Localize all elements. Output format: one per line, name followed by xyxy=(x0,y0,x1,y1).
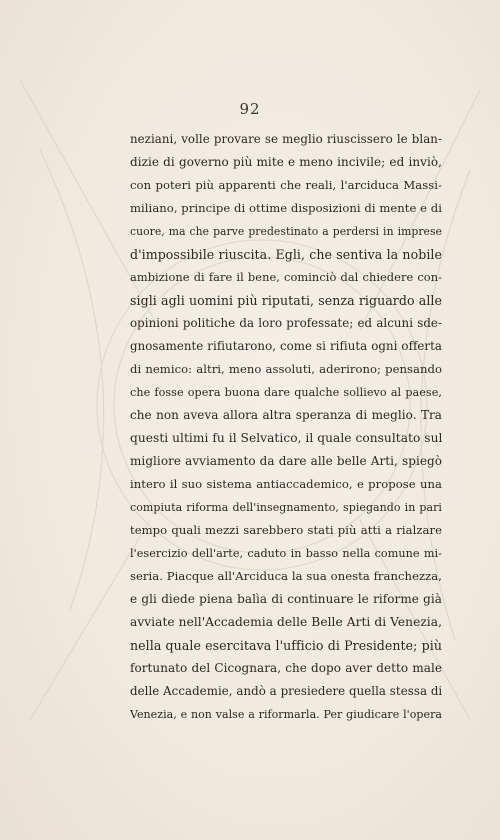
text-line: l'esercizio dell'arte, caduto in basso nella comune mi- xyxy=(130,547,442,560)
text-line: sigli agli uomini più riputati, senza riguardo alle xyxy=(130,293,442,308)
text-line: nella quale esercitava l'ufficio di Presidente; più xyxy=(130,638,442,653)
text-line: Venezia, e non valse a riformarla. Per giudicare l'opera xyxy=(130,708,442,721)
text-line: dizie di governo più mite e meno incivile; ed inviò, xyxy=(130,155,442,169)
text-line: opinioni politiche da loro professate; ed alcuni sde- xyxy=(130,316,442,330)
text-line: fortunato del Cicognara, che dopo aver detto male xyxy=(130,661,442,675)
text-line: gnosamente rifiutarono, come si rifiuta ogni offerta xyxy=(130,339,442,353)
text-line: che non aveva allora altra speranza di meglio. Tra xyxy=(130,408,442,422)
text-line: intero il suo sistema antiaccademico, e propose una xyxy=(130,477,442,491)
text-line: miliano, principe di ottime disposizioni di mente e di xyxy=(130,201,442,215)
text-line: avviate nell'Accademia delle Belle Arti di Venezia, xyxy=(130,615,442,629)
text-line: ambizione di fare il bene, cominciò dal chiedere con- xyxy=(130,270,442,284)
text-line: delle Accademie, andò a presiedere quella stessa di xyxy=(130,684,442,698)
text-line: tempo quali mezzi sarebbero stati più atti a rialzare xyxy=(130,523,442,537)
text-line: con poteri più apparenti che reali, l'arciduca Massi- xyxy=(130,178,442,192)
body-text xyxy=(130,128,442,726)
text-line: d'impossibile riuscita. Egli, che sentiva la nobile xyxy=(130,247,442,262)
text-line: questi ultimi fu il Selvatico, il quale consultato sul xyxy=(130,431,442,445)
text-line: seria. Piacque all'Arciduca la sua onesta franchezza, xyxy=(130,569,442,583)
text-line: neziani, volle provare se meglio riuscissero le blan- xyxy=(130,132,442,146)
text-line: compiuta riforma dell'insegnamento, spiegando in pari xyxy=(130,501,442,514)
text-line: cuore, ma che parve predestinato a perdersi in imprese xyxy=(130,225,442,238)
text-line: di nemico: altri, meno assoluti, aderirono; pensando xyxy=(130,362,442,376)
text-line: che fosse opera buona dare qualche sollievo al paese, xyxy=(130,386,442,399)
text-line: e gli diede piena balìa di continuare le riforme già xyxy=(130,592,442,606)
text-line: migliore avviamento da dare alle belle Arti, spiegò xyxy=(130,454,442,468)
page-number: 92 xyxy=(239,100,261,118)
